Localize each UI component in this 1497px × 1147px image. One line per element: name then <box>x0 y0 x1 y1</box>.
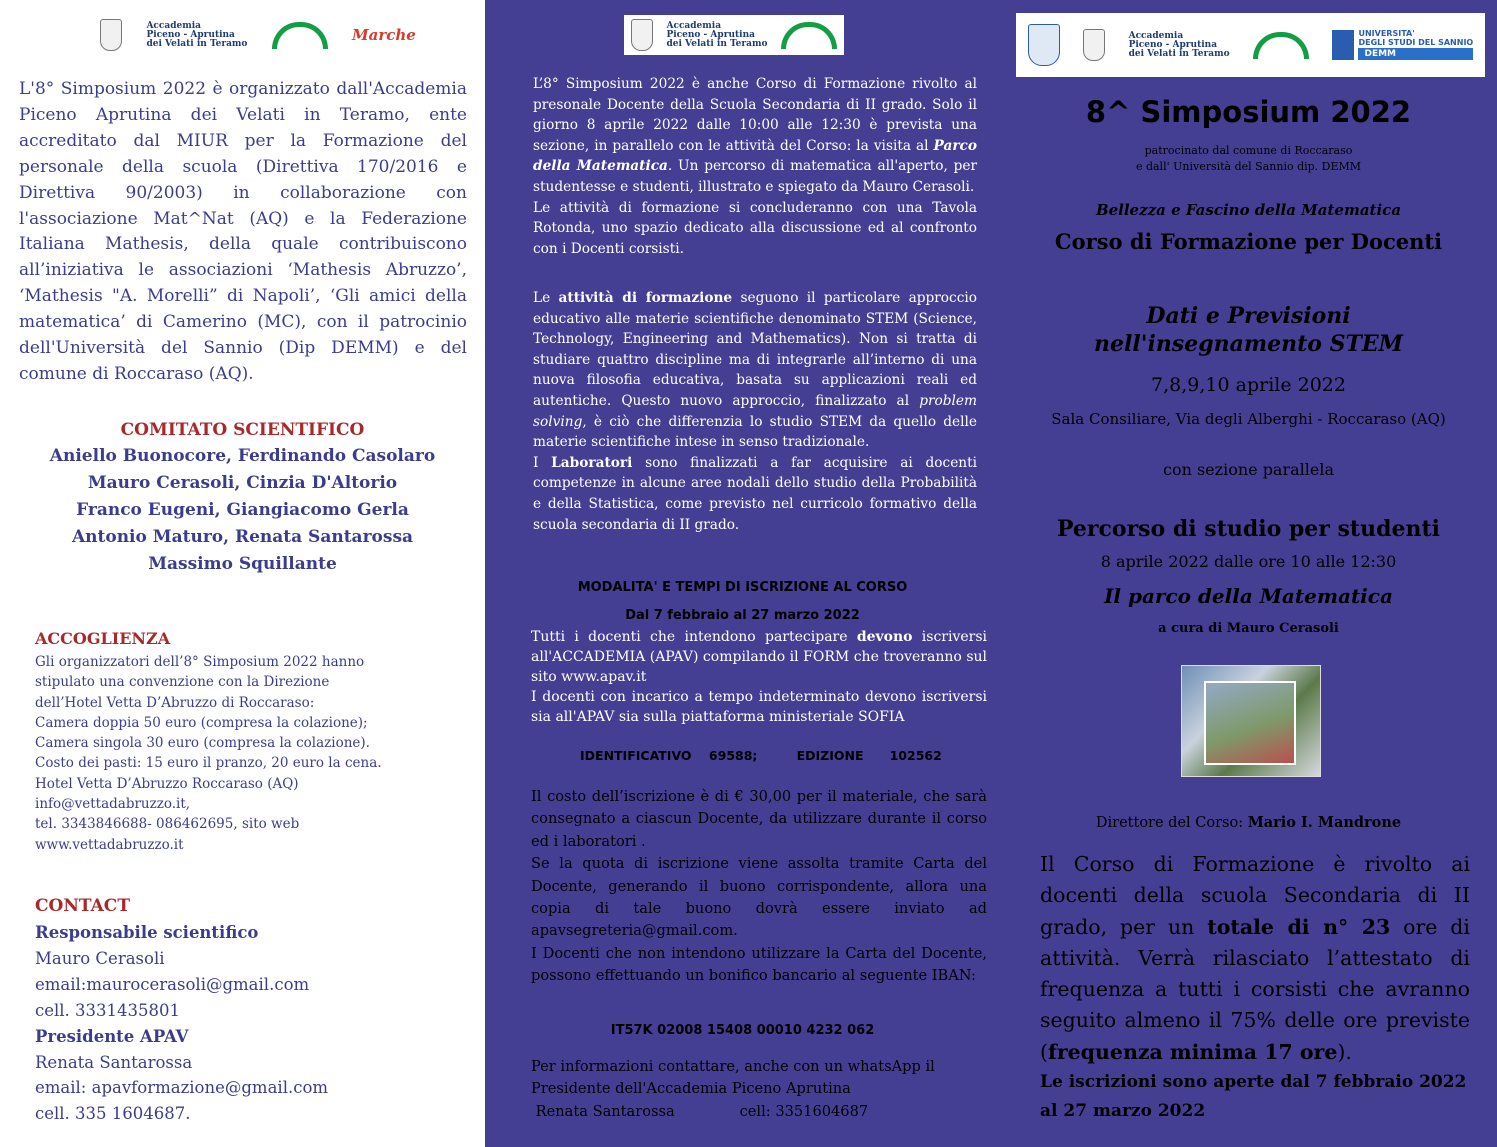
committee-row: Antonio Maturo, Renata Santarossa <box>71 527 414 547</box>
park-photo <box>1181 665 1321 777</box>
roccaraso-crest-icon <box>1028 24 1060 66</box>
intro-text: L'8° Simposium 2022 è organizzato dall'Accademia Piceno Aprutina dei Velati in Teramo, ente accreditato dal MIUR per la Formazione del personale della scuola (Direttiva 170/2016 e Direttiva 90/2003) in collaborazione con l'associazione Mat^Nat (AQ) e la Federazione Italiana Mathesis, della quale contribuiscono all’iniziativa le associazioni ‘Mathesis Abruzzo’, ‘Mathesis "A. Morelli” di Napoli’, ‘Gli amici della matematica’ di Camerino (MC), con il patrocinio dell'Università del Sannio (Dip DEMM) e del comune di Roccaraso (AQ). <box>19 79 467 384</box>
stem-approach: Le attività di formazione seguono il particolare approccio educativo alle materie scientifiche denominato STEM (Science, Technology, Engineering and Mathematics). Non si tratta di studiare quattro discipline ma di integrarle all’interno di una nuova filosofia educativa, basata su applicazioni reali ed autentiche. Questo nuovo approccio, finalizzato al problem solving, è ciò che differenzia lo studio STEM da quello delle materie scientifiche intese in senso tradizionale. I Laboratori sono finalizzati a far acquisire ai docenti competenze in alcune aree nodali dello studio della Probabilità e della Statistica, come previsto nel curricolo formativo della scuola secondaria di II grado. <box>533 290 977 533</box>
students-time: 8 aprile 2022 dalle ore 10 alle 12:30 <box>1100 552 1397 571</box>
curated-by: a cura di Mauro Cerasoli <box>1158 621 1339 636</box>
mathesis-logo-icon <box>272 22 328 49</box>
info-contact: Per informazioni contattare, anche con un whatsApp il Presidente dell'Accademia Piceno Aprutina Renata Santarossa cell: 3351604687 <box>531 1058 935 1120</box>
academy-logo: Accademia Piceno - Aprutina dei Velati in Teramo <box>1128 30 1230 59</box>
event-title: 8^ Simposium 2022 <box>1085 95 1412 129</box>
director: Direttore del Corso: Mario I. Mandrone <box>1095 814 1402 831</box>
committee-row: Aniello Buonocore, Ferdinando Casolaro <box>49 446 436 466</box>
responsible-name: Mauro Cerasoli <box>35 948 165 968</box>
students-title: Percorso di studio per studenti <box>1056 516 1440 542</box>
crest-icon <box>1083 29 1105 61</box>
crest-icon <box>631 19 653 51</box>
responsible-label: Responsabile scientifico <box>35 923 259 942</box>
committee-list <box>0 443 485 578</box>
left-logo-bar <box>88 15 428 55</box>
responsible-email[interactable]: email:maurocerasoli@gmail.com <box>35 974 310 994</box>
committee-row: Mauro Cerasoli, Cinzia D'Altorio <box>87 473 398 493</box>
registration-text: Tutti i docenti che intendono partecipare devono iscriversi all'ACCADEMIA (APAV) compilando il FORM che troveranno sul sito www.apav.it I docenti con incarico a tempo indeterminato devono iscriversi sia all'APAV sia sulla piattaforma ministeriale SOFIA <box>531 629 988 725</box>
park-name: Parco della Matematica <box>533 137 977 175</box>
mathesis-logo-icon <box>781 22 837 49</box>
enrollment-period: Le iscrizioni sono aperte dal 7 febbraio 2022 al 27 marzo 2022 <box>1040 1072 1467 1121</box>
president-cell: cell. 335 1604687. <box>35 1104 191 1124</box>
responsible-cell: cell. 3331435801 <box>35 1000 181 1020</box>
patronage: patrocinato dal comune di Roccaraso e dall' Università del Sannio dip. DEMM <box>1135 144 1362 173</box>
registration-title: MODALITA' E TEMPI DI ISCRIZIONE AL CORSO <box>577 580 908 595</box>
course-title: Corso di Formazione per Docenti <box>1054 229 1443 254</box>
hotel-website[interactable]: www.vettadabruzzo.it <box>35 836 184 853</box>
crest-icon <box>100 19 122 51</box>
academy-logo: Accademia Piceno - Aprutina dei Velati in Teramo <box>666 20 768 49</box>
committee-title: COMITATO SCIENTIFICO <box>120 420 365 440</box>
contact-block <box>35 920 465 1127</box>
iban: IT57K 02008 15408 00010 4232 062 <box>610 1023 875 1038</box>
marche-logo: Marche <box>352 26 416 44</box>
president-email[interactable]: email: apavformazione@gmail.com <box>35 1078 329 1098</box>
university-icon <box>1332 30 1354 60</box>
math-cube-icon <box>1204 681 1296 765</box>
president-name: Renata Santarossa <box>35 1052 193 1072</box>
hospitality-title: ACCOGLIENZA <box>35 629 171 648</box>
motto: Bellezza e Fascino della Matematica <box>1095 201 1402 219</box>
contact-title: CONTACT <box>35 896 130 916</box>
academy-logo: Accademia Piceno - Aprutina dei Velati in Teramo <box>146 20 248 49</box>
course-intro: L’8° Simposium 2022 è anche Corso di Formazione rivolto al presonale Docente della Scuola Secondaria di II grado. Solo il giorno 8 aprile 2022 dalle 10:00 alle 12:30 è prevista una sezione, in parallelo con le attività del Corso: la visita al Parco della Matematica. Un percorso di matematica all'aperto, per studentesse e studenti, illustrato e spiegato da Mauro Cerasoli. Le attività di formazione si concluderanno con una Tavola Rotonda, uno spazio dedicato alla discussione ed al confronto con i Docenti corsisti. <box>533 76 978 257</box>
left-panel <box>0 0 485 1147</box>
university-logo: UNIVERSITA' DEGLI STUDI DEL SANNIO DEMM <box>1332 30 1473 60</box>
middle-logo-bar <box>624 15 844 55</box>
course-identifier: IDENTIFICATIVO 69588; EDIZIONE 102562 <box>580 748 942 763</box>
parallel-section: con sezione parallela <box>1162 460 1335 479</box>
committee-row: Massimo Squillante <box>148 554 337 574</box>
park-title: Il parco della Matematica <box>1104 584 1393 608</box>
cost-info: Il costo dell’iscrizione è di € 30,00 per il materiale, che sarà consegnato a ciascun Docente, da utilizzare durante il corso ed i laboratori . Se la quota di iscrizione viene assolta tramite Carta del Docente, generando il buono corrispondente, allora una copia di tale buono dovrà essere inviato ad apavsegreteria@gmail.com. I Docenti che non intendono utilizzare la Carta del Docente, possono effettuando un bonifico bancario al seguente IBAN: <box>531 788 987 985</box>
course-theme: Dati e Previsioni nell'insegnamento STEM <box>1094 303 1403 357</box>
right-logo-bar <box>1016 13 1485 77</box>
course-description: Il Corso di Formazione è rivolto ai docenti della scuola Secondaria di II grado, per un totale di n° 23 ore di attività. Verrà rilasciato l’attestato di frequenza a tutti i corsisti che avranno seguito almeno il 75% delle ore previste (frequenza minima 17 ore). <box>1040 852 1470 1064</box>
registration-dates: Dal 7 febbraio al 27 marzo 2022 <box>625 608 860 623</box>
event-venue: Sala Consiliare, Via degli Alberghi - Roccaraso (AQ) <box>1051 410 1446 428</box>
mathesis-logo-icon <box>1253 32 1309 59</box>
president-label: Presidente APAV <box>35 1026 189 1046</box>
hotel-email[interactable]: info@vettadabruzzo.it, <box>35 796 191 813</box>
hospitality-text: Gli organizzatori dell’8° Simposium 2022 hanno stipulato una convenzione con la Direzione dell’Hotel Vetta D’Abruzzo di Roccaraso: Camera doppia 50 euro (compresa la colazione); Camera singola 30 euro (compresa la colazione). Costo dei pasti: 15 euro il pranzo, 20 euro la cena. Hotel Vetta D’Abruzzo Roccaraso (AQ) info@vettadabruzzo.it, tel. 3343846688- 086462695, sito web www.vettadabruzzo.it <box>35 652 465 855</box>
committee-row: Franco Eugeni, Giangiacomo Gerla <box>76 500 409 520</box>
event-dates: 7,8,9,10 aprile 2022 <box>1151 374 1346 396</box>
